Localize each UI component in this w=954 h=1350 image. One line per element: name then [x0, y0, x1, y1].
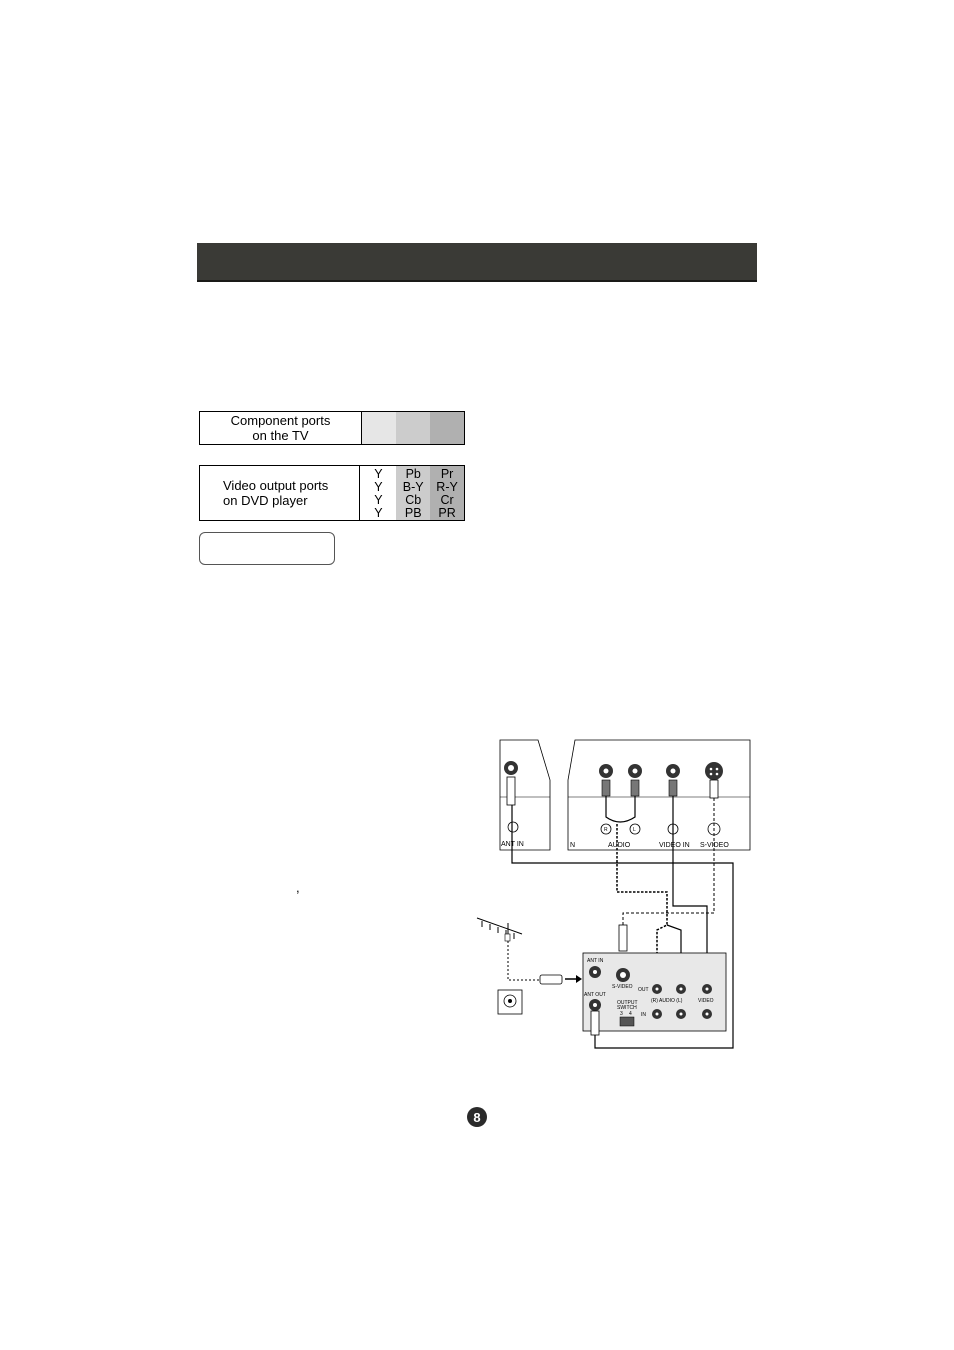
output-switch [620, 1017, 634, 1026]
vcr-label-switch: SWITCH [617, 1005, 637, 1011]
vcr-label-audio: (R) AUDIO (L) [651, 998, 683, 1004]
label-l: L [633, 827, 636, 833]
tv-label-s-video: S-VIDEO [700, 842, 729, 849]
vcr-label-in: IN [641, 1012, 646, 1018]
label-line-1: Video output ports [223, 478, 329, 493]
tv-svideo-jack [705, 762, 723, 780]
swatch-pb [396, 412, 430, 444]
label-line-1: Component ports [230, 413, 331, 428]
tv-audio-l-jack [628, 764, 642, 778]
tv-label-video-in: VIDEO IN [659, 842, 690, 849]
column-pr [430, 466, 464, 520]
cell: Cr [440, 492, 454, 507]
tv-av-panel [568, 740, 750, 850]
vcr-label-ant-in: ANT IN [587, 958, 604, 964]
cell: Cb [405, 492, 422, 507]
cell: Y [374, 505, 383, 520]
label-r: R [604, 827, 608, 833]
component-ports-table [199, 411, 465, 445]
tv-label-ant-in: ANT IN [501, 841, 524, 848]
vcr-label-ch3: 3 [620, 1011, 623, 1017]
vcr-label-video: VIDEO [698, 998, 714, 1004]
antenna-icon [477, 918, 540, 980]
tv-ant-jack [504, 761, 518, 775]
swatch-pr [430, 412, 464, 444]
video-output-ports-table [199, 465, 465, 521]
page-number: 8 [467, 1107, 487, 1127]
tv-video-jack [666, 764, 680, 778]
label-line-2: on DVD player [223, 493, 308, 508]
stray-mark: , [296, 880, 300, 895]
vcr-ant-in-jack [589, 966, 601, 978]
cell: Pb [405, 466, 421, 481]
cell: PB [404, 505, 422, 520]
component-ports-label [200, 412, 362, 444]
wall-outlet-icon [498, 990, 522, 1014]
swatch-y [362, 412, 396, 444]
column-pb [396, 466, 430, 520]
vcr-label-output: OUTPUT [617, 1000, 638, 1006]
note-box [199, 532, 335, 565]
vcr-label-ch4: 4 [629, 1011, 632, 1017]
rf-connector-icon [540, 975, 582, 984]
tv-label-audio: AUDIO [608, 842, 631, 849]
tv-label-n: N [570, 842, 576, 849]
section-header-bar [197, 243, 757, 282]
cell: R-Y [436, 479, 458, 494]
cell: B-Y [402, 479, 424, 494]
cell: Y [374, 466, 383, 481]
vcr-label-ant-out: ANT OUT [584, 992, 606, 998]
vcr-label-out: OUT [638, 987, 649, 993]
vcr-svideo-jack [616, 968, 630, 982]
video-output-label [200, 466, 360, 520]
tv-audio-r-jack [599, 764, 613, 778]
cell: Y [374, 492, 383, 507]
cell: PR [438, 505, 456, 520]
cell: Y [374, 479, 383, 494]
column-y [360, 466, 396, 520]
label-line-2: on the TV [252, 428, 309, 443]
vcr-ant-out-jack [589, 999, 601, 1011]
connection-diagram [470, 735, 760, 1065]
cell: Pr [440, 466, 454, 481]
vcr-label-s-video: S-VIDEO [612, 984, 633, 990]
